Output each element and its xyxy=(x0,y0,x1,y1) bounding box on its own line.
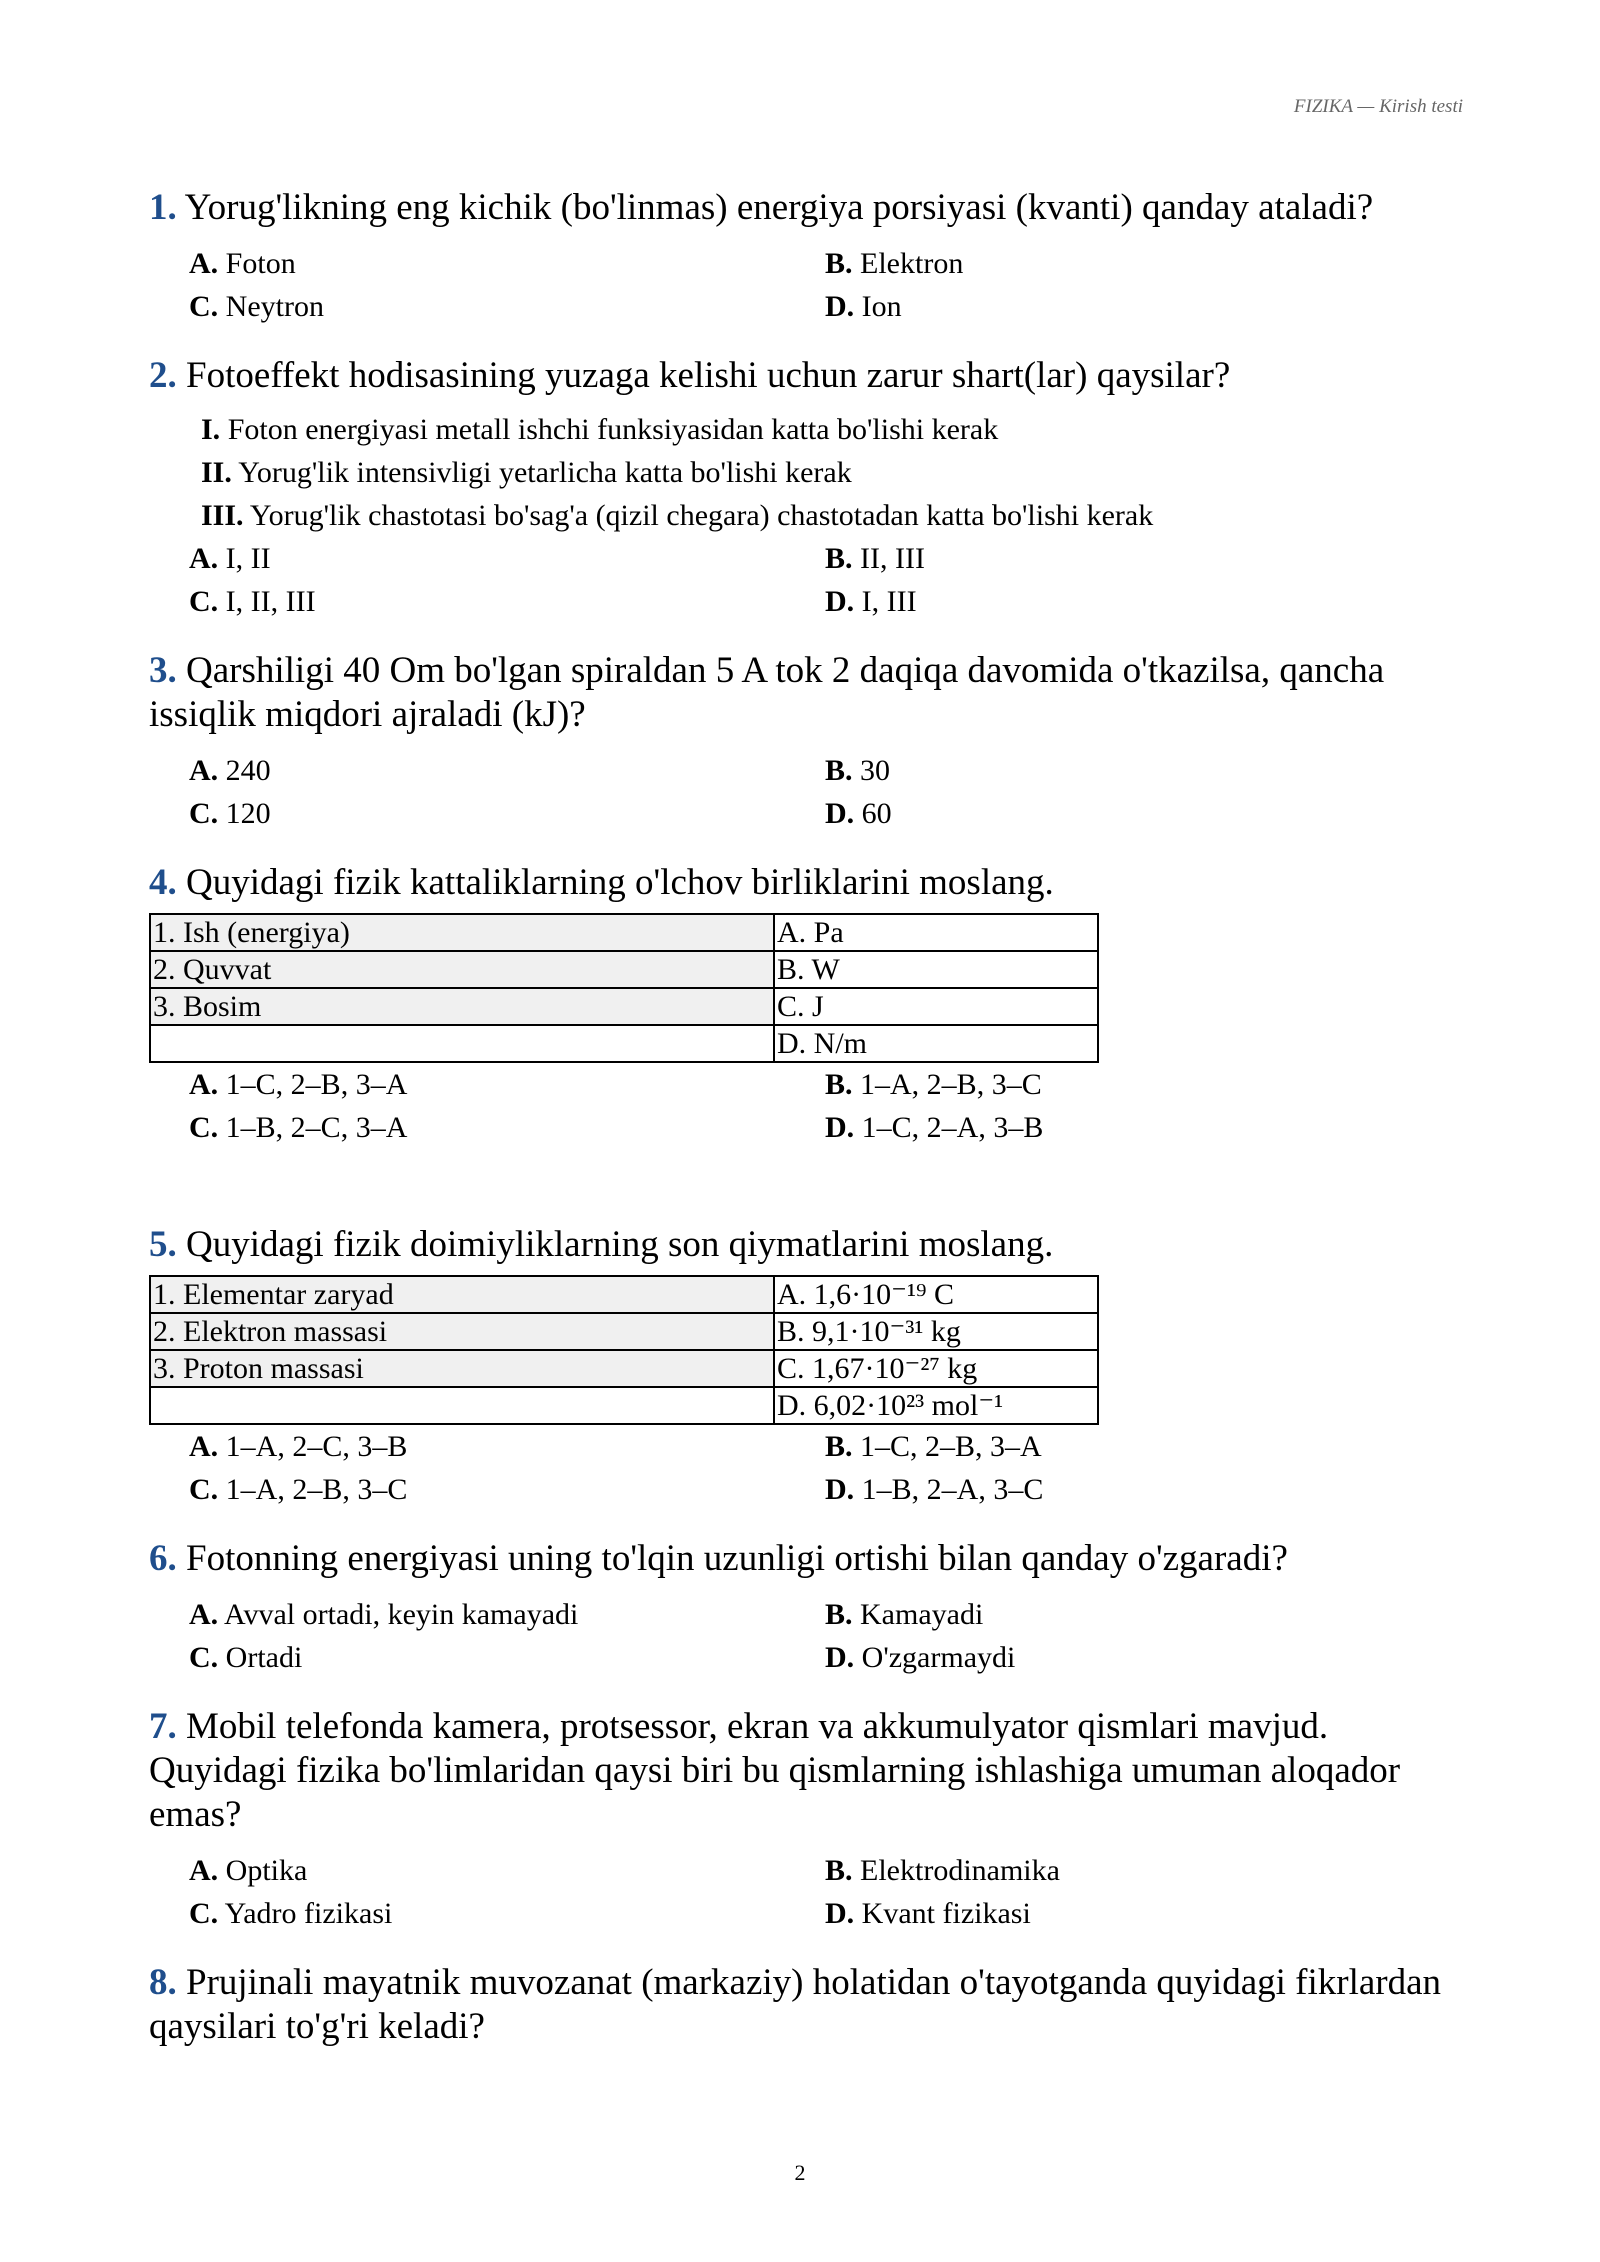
option-text: 1–A, 2–C, 3–B xyxy=(225,1430,408,1463)
question-text: Fotoeffekt hodisasining yuzaga kelishi uchun zarur shart(lar) qaysilar? xyxy=(186,355,1231,396)
answer-options xyxy=(189,749,1449,835)
question-number: 4. xyxy=(149,862,177,903)
option-b[interactable] xyxy=(825,749,1425,792)
option-text: 1–B, 2–C, 3–A xyxy=(225,1111,408,1144)
option-letter: A. xyxy=(189,1068,219,1101)
option-letter: A. xyxy=(189,1430,219,1463)
question-number: 3. xyxy=(149,650,177,691)
option-letter: D. xyxy=(825,1473,855,1506)
option-text: 60 xyxy=(861,797,892,830)
question-title xyxy=(149,1961,1449,2049)
option-d[interactable] xyxy=(825,1468,1425,1511)
statement-1 xyxy=(201,408,1449,451)
option-letter: A. xyxy=(189,754,219,787)
table-row xyxy=(150,914,1098,951)
option-letter: C. xyxy=(189,585,219,618)
question-8 xyxy=(149,1961,1449,2049)
option-d[interactable] xyxy=(825,285,1425,328)
table-row xyxy=(150,988,1098,1025)
table-row xyxy=(150,1350,1098,1387)
statement-text: Yorug'lik intensivligi yetarlicha katta bo'lishi kerak xyxy=(238,456,852,489)
option-b[interactable] xyxy=(825,1063,1425,1106)
table-cell-left: 3. Proton massasi xyxy=(150,1350,774,1387)
question-5 xyxy=(149,1223,1449,1511)
table-cell-right: A. 1,6·10⁻¹⁹ C xyxy=(774,1276,1098,1313)
answer-options xyxy=(189,242,1449,328)
option-b[interactable] xyxy=(825,1849,1425,1892)
option-c[interactable] xyxy=(189,1892,825,1935)
matching-table xyxy=(149,913,1099,1063)
option-letter: A. xyxy=(189,1854,219,1887)
table-cell-left xyxy=(150,1387,774,1424)
table-cell-right: B. W xyxy=(774,951,1098,988)
option-letter: D. xyxy=(825,290,855,323)
option-b[interactable] xyxy=(825,1425,1425,1468)
option-text: Elektrodinamika xyxy=(860,1854,1060,1887)
question-6 xyxy=(149,1537,1449,1679)
option-c[interactable] xyxy=(189,1636,825,1679)
option-text: 1–C, 2–B, 3–A xyxy=(860,1430,1042,1463)
table-cell-left: 1. Ish (energiya) xyxy=(150,914,774,951)
option-letter: D. xyxy=(825,1897,855,1930)
option-letter: B. xyxy=(825,1854,853,1887)
question-number: 5. xyxy=(149,1224,177,1265)
option-text: 240 xyxy=(225,754,271,787)
option-a[interactable] xyxy=(189,1849,825,1892)
option-a[interactable] xyxy=(189,242,825,285)
statement-number: III. xyxy=(201,499,244,532)
question-2 xyxy=(149,354,1449,623)
option-a[interactable] xyxy=(189,749,825,792)
option-text: 1–A, 2–B, 3–C xyxy=(225,1473,408,1506)
table-cell-right: D. 6,02·10²³ mol⁻¹ xyxy=(774,1387,1098,1424)
question-number: 6. xyxy=(149,1538,177,1579)
option-text: O'zgarmaydi xyxy=(861,1641,1016,1674)
question-1 xyxy=(149,186,1449,328)
statement-number: I. xyxy=(201,413,221,446)
question-title xyxy=(149,649,1449,737)
question-text: Mobil telefonda kamera, protsessor, ekran va akkumulyator qismlari mavjud. Quyidagi fizika bo'limlaridan qaysi biri bu qismlarning ishlashiga umuman aloqador emas? xyxy=(149,1706,1401,1835)
option-text: Yadro fizikasi xyxy=(224,1897,393,1930)
option-letter: C. xyxy=(189,1111,219,1144)
table-cell-left: 2. Quvvat xyxy=(150,951,774,988)
page-number: 2 xyxy=(794,2160,806,2185)
question-7 xyxy=(149,1705,1449,1935)
option-letter: B. xyxy=(825,754,853,787)
option-letter: A. xyxy=(189,542,219,575)
table-row xyxy=(150,1313,1098,1350)
option-b[interactable] xyxy=(825,242,1425,285)
option-d[interactable] xyxy=(825,792,1425,835)
question-3 xyxy=(149,649,1449,835)
option-a[interactable] xyxy=(189,1593,825,1636)
option-letter: A. xyxy=(189,1598,219,1631)
option-text: Ion xyxy=(861,290,902,323)
option-c[interactable] xyxy=(189,1468,825,1511)
statement-text: Foton energiyasi metall ishchi funksiyasidan katta bo'lishi kerak xyxy=(227,413,999,446)
option-c[interactable] xyxy=(189,285,825,328)
table-cell-left: 2. Elektron massasi xyxy=(150,1313,774,1350)
option-c[interactable] xyxy=(189,1106,825,1149)
matching-table xyxy=(149,1275,1099,1425)
option-letter: C. xyxy=(189,1641,219,1674)
option-text: 1–C, 2–B, 3–A xyxy=(225,1068,408,1101)
option-letter: D. xyxy=(825,1111,855,1144)
questions-container xyxy=(149,186,1449,2075)
table-cell-right: D. N/m xyxy=(774,1025,1098,1062)
option-text: 1–C, 2–A, 3–B xyxy=(861,1111,1044,1144)
question-title xyxy=(149,861,1449,905)
option-letter: D. xyxy=(825,585,855,618)
table-cell-right: A. Pa xyxy=(774,914,1098,951)
question-text: Quyidagi fizik doimiyliklarning son qiymatlarini moslang. xyxy=(186,1224,1054,1265)
option-letter: C. xyxy=(189,290,219,323)
option-letter: D. xyxy=(825,797,855,830)
option-letter: B. xyxy=(825,1598,853,1631)
answer-options xyxy=(189,1593,1449,1679)
question-text: Yorug'likning eng kichik (bo'linmas) energiya porsiyasi (kvanti) qanday ataladi? xyxy=(184,187,1374,228)
option-text: II, III xyxy=(860,542,925,575)
option-a[interactable] xyxy=(189,1063,825,1106)
option-text: Kvant fizikasi xyxy=(861,1897,1031,1930)
question-title xyxy=(149,1705,1449,1837)
question-number: 2. xyxy=(149,355,177,396)
question-text: Quyidagi fizik kattaliklarning o'lchov birliklarini moslang. xyxy=(186,862,1054,903)
option-b[interactable] xyxy=(825,1593,1425,1636)
answer-options xyxy=(189,1425,1449,1511)
option-d[interactable] xyxy=(825,1636,1425,1679)
table-row xyxy=(150,951,1098,988)
table-cell-left: 1. Elementar zaryad xyxy=(150,1276,774,1313)
table-cell-left: 3. Bosim xyxy=(150,988,774,1025)
option-text: Elektron xyxy=(860,247,964,280)
option-text: Avval ortadi, keyin kamayadi xyxy=(224,1598,579,1631)
option-a[interactable] xyxy=(189,537,825,580)
option-letter: B. xyxy=(825,1068,853,1101)
option-letter: C. xyxy=(189,1473,219,1506)
statements-list xyxy=(201,408,1449,537)
option-text: Ortadi xyxy=(225,1641,303,1674)
question-4 xyxy=(149,861,1449,1149)
option-letter: B. xyxy=(825,1430,853,1463)
statement-number: II. xyxy=(201,456,232,489)
option-text: Kamayadi xyxy=(860,1598,984,1631)
question-number: 8. xyxy=(149,1962,177,2003)
option-letter: B. xyxy=(825,247,853,280)
question-title xyxy=(149,186,1449,230)
option-text: 120 xyxy=(225,797,271,830)
option-letter: D. xyxy=(825,1641,855,1674)
answer-options xyxy=(189,1849,1449,1935)
option-letter: C. xyxy=(189,1897,219,1930)
option-text: I, II xyxy=(225,542,271,575)
question-text: Qarshiligi 40 Om bo'lgan spiraldan 5 A tok 2 daqiqa davomida o'tkazilsa, qancha issiqlik miqdori ajraladi (kJ)? xyxy=(149,650,1385,735)
question-title xyxy=(149,354,1449,398)
statement-2 xyxy=(201,451,1449,494)
question-number: 7. xyxy=(149,1706,177,1747)
question-number: 1. xyxy=(149,187,177,228)
answer-options xyxy=(189,537,1449,623)
table-cell-right: C. 1,67·10⁻²⁷ kg xyxy=(774,1350,1098,1387)
question-text: Fotonning energiyasi uning to'lqin uzunligi ortishi bilan qanday o'zgaradi? xyxy=(186,1538,1288,1579)
option-c[interactable] xyxy=(189,580,825,623)
option-d[interactable] xyxy=(825,580,1425,623)
table-cell-left xyxy=(150,1025,774,1062)
statement-text: Yorug'lik chastotasi bo'sag'a (qizil chegara) chastotadan katta bo'lishi kerak xyxy=(249,499,1154,532)
option-text: 1–A, 2–B, 3–C xyxy=(860,1068,1042,1101)
option-letter: C. xyxy=(189,797,219,830)
option-text: 1–B, 2–A, 3–C xyxy=(861,1473,1044,1506)
page-header: FIZIKA — Kirish testi xyxy=(1293,96,1463,117)
table-cell-right: B. 9,1·10⁻³¹ kg xyxy=(774,1313,1098,1350)
statement-3 xyxy=(201,494,1449,537)
question-title xyxy=(149,1223,1449,1267)
option-b[interactable] xyxy=(825,537,1425,580)
table-row xyxy=(150,1025,1098,1062)
option-text: Foton xyxy=(225,247,296,280)
option-text: Optika xyxy=(225,1854,308,1887)
table-row xyxy=(150,1387,1098,1424)
answer-options xyxy=(189,1063,1449,1149)
option-text: I, II, III xyxy=(225,585,316,618)
option-a[interactable] xyxy=(189,1425,825,1468)
option-letter: B. xyxy=(825,542,853,575)
table-cell-right: C. J xyxy=(774,988,1098,1025)
question-title xyxy=(149,1537,1449,1581)
question-text: Prujinali mayatnik muvozanat (markaziy) holatidan o'tayotganda quyidagi fikrlardan qaysilari to'g'ri keladi? xyxy=(149,1962,1442,2047)
option-text: Neytron xyxy=(225,290,324,323)
option-c[interactable] xyxy=(189,792,825,835)
table-row xyxy=(150,1276,1098,1313)
option-d[interactable] xyxy=(825,1892,1425,1935)
option-text: I, III xyxy=(861,585,917,618)
option-letter: A. xyxy=(189,247,219,280)
option-text: 30 xyxy=(860,754,891,787)
option-d[interactable] xyxy=(825,1106,1425,1149)
